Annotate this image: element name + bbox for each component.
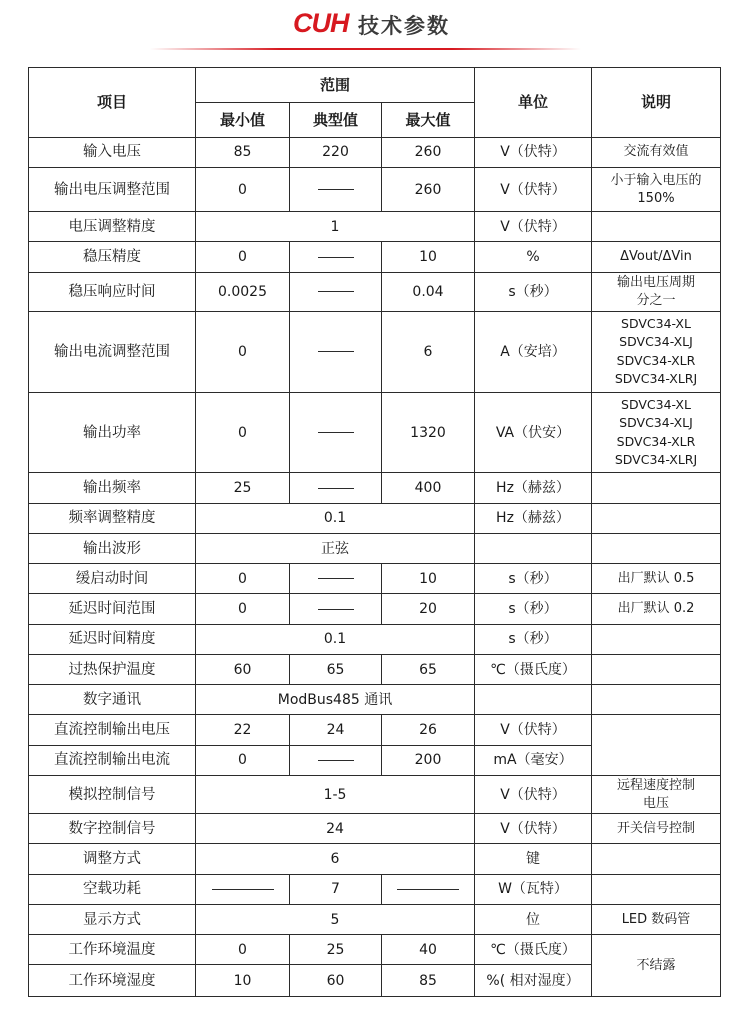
row-name: 缓启动时间 bbox=[29, 564, 196, 594]
cell-max: 85 bbox=[382, 965, 475, 997]
spec-table bbox=[28, 67, 721, 997]
row-name: 输入电压 bbox=[29, 137, 196, 167]
cell-desc bbox=[592, 473, 721, 503]
brand-logo: CUH bbox=[293, 8, 349, 38]
cell-desc: 出厂默认 0.2 bbox=[592, 594, 721, 624]
cell-min: 0 bbox=[196, 312, 290, 393]
cell-max: 200 bbox=[382, 745, 475, 775]
cell-unit: V（伏特） bbox=[475, 715, 592, 745]
table-row bbox=[29, 533, 721, 563]
cell-unit: %( 相对湿度） bbox=[475, 965, 592, 997]
row-name: 调整方式 bbox=[29, 844, 196, 874]
model-name: SDVC34-XLR bbox=[616, 433, 696, 449]
cell-max: 0.04 bbox=[382, 272, 475, 311]
cell-typical bbox=[290, 594, 382, 624]
row-name: 输出电压调整范围 bbox=[29, 167, 196, 211]
header-range: 范围 bbox=[196, 68, 475, 103]
cell-min: 60 bbox=[196, 654, 290, 684]
row-name: 频率调整精度 bbox=[29, 503, 196, 533]
model-name: SDVC34-XL bbox=[621, 315, 691, 331]
cell-max: 65 bbox=[382, 654, 475, 684]
row-name: 输出电流调整范围 bbox=[29, 312, 196, 393]
cell-desc bbox=[592, 775, 721, 813]
table-row bbox=[29, 312, 721, 393]
table-row bbox=[29, 935, 721, 965]
cell-unit: s（秒） bbox=[475, 594, 592, 624]
header-unit: 单位 bbox=[475, 68, 592, 138]
cell-desc bbox=[592, 167, 721, 211]
table-row bbox=[29, 904, 721, 934]
cell-desc bbox=[592, 715, 721, 776]
cell-min: 22 bbox=[196, 715, 290, 745]
model-name: SDVC34-XL bbox=[621, 396, 691, 412]
cell-value: 0.1 bbox=[196, 624, 475, 654]
table-row bbox=[29, 624, 721, 654]
dash-mark bbox=[397, 889, 459, 890]
cell-typical: 7 bbox=[290, 874, 382, 904]
cell-max: 10 bbox=[382, 242, 475, 272]
cell-unit: VA（伏安） bbox=[475, 392, 592, 473]
dash-mark bbox=[318, 291, 354, 292]
cell-value: 24 bbox=[196, 814, 475, 844]
table-row bbox=[29, 564, 721, 594]
row-name: 数字通讯 bbox=[29, 685, 196, 715]
cell-min bbox=[196, 874, 290, 904]
cell-max: 10 bbox=[382, 564, 475, 594]
cell-typical bbox=[290, 167, 382, 211]
table-row bbox=[29, 775, 721, 813]
table-row bbox=[29, 594, 721, 624]
cell-typical bbox=[290, 473, 382, 503]
cell-unit: ℃（摄氏度） bbox=[475, 935, 592, 965]
dash-mark bbox=[318, 351, 354, 352]
cell-desc bbox=[592, 624, 721, 654]
cell-min: 0 bbox=[196, 935, 290, 965]
cell-min: 0 bbox=[196, 242, 290, 272]
cell-min: 0 bbox=[196, 564, 290, 594]
table-row bbox=[29, 272, 721, 311]
table-row bbox=[29, 212, 721, 242]
title-underline bbox=[150, 48, 581, 50]
table-row bbox=[29, 715, 721, 745]
cell-max: 1320 bbox=[382, 392, 475, 473]
row-name: 直流控制输出电流 bbox=[29, 745, 196, 775]
row-name: 直流控制输出电压 bbox=[29, 715, 196, 745]
row-name: 工作环境湿度 bbox=[29, 965, 196, 997]
dash-mark bbox=[318, 257, 354, 258]
cell-value: 正弦 bbox=[196, 533, 475, 563]
model-name: SDVC34-XLR bbox=[616, 352, 696, 368]
cell-typical bbox=[290, 392, 382, 473]
cell-min: 85 bbox=[196, 137, 290, 167]
cell-unit: V（伏特） bbox=[475, 167, 592, 211]
cell-typical: 24 bbox=[290, 715, 382, 745]
cell-unit: ℃（摄氏度） bbox=[475, 654, 592, 684]
row-name: 延迟时间精度 bbox=[29, 624, 196, 654]
row-name: 电压调整精度 bbox=[29, 212, 196, 242]
cell-desc bbox=[592, 503, 721, 533]
cell-typical bbox=[290, 242, 382, 272]
cell-max: 20 bbox=[382, 594, 475, 624]
cell-value: 1-5 bbox=[196, 775, 475, 813]
dash-mark bbox=[318, 578, 354, 579]
cell-value: 5 bbox=[196, 904, 475, 934]
cell-max: 260 bbox=[382, 137, 475, 167]
cell-max bbox=[382, 874, 475, 904]
cell-min: 0 bbox=[196, 167, 290, 211]
table-row bbox=[29, 814, 721, 844]
cell-typical bbox=[290, 272, 382, 311]
cell-min: 0 bbox=[196, 594, 290, 624]
header-item: 项目 bbox=[29, 68, 196, 138]
dash-mark bbox=[318, 609, 354, 610]
desc-line: 小于输入电压的 bbox=[610, 172, 702, 188]
table-row bbox=[29, 654, 721, 684]
table-row bbox=[29, 167, 721, 211]
header-typical: 典型值 bbox=[290, 103, 382, 137]
cell-desc bbox=[592, 312, 721, 393]
cell-unit: 位 bbox=[475, 904, 592, 934]
cell-unit bbox=[475, 533, 592, 563]
row-name: 显示方式 bbox=[29, 904, 196, 934]
desc-line: 150% bbox=[637, 190, 675, 206]
cell-unit: 键 bbox=[475, 844, 592, 874]
table-row bbox=[29, 242, 721, 272]
row-name: 稳压响应时间 bbox=[29, 272, 196, 311]
table-row bbox=[29, 844, 721, 874]
row-name: 稳压精度 bbox=[29, 242, 196, 272]
desc-line: 远程速度控制 bbox=[616, 777, 695, 793]
cell-unit: A（安培） bbox=[475, 312, 592, 393]
cell-desc: 出厂默认 0.5 bbox=[592, 564, 721, 594]
row-name: 过热保护温度 bbox=[29, 654, 196, 684]
table-row bbox=[29, 137, 721, 167]
row-name: 输出波形 bbox=[29, 533, 196, 563]
row-name: 模拟控制信号 bbox=[29, 775, 196, 813]
model-name: SDVC34-XLJ bbox=[619, 415, 693, 431]
cell-value: 0.1 bbox=[196, 503, 475, 533]
cell-value: 6 bbox=[196, 844, 475, 874]
model-name: SDVC34-XLRJ bbox=[614, 371, 698, 387]
cell-min: 0 bbox=[196, 392, 290, 473]
row-name: 延迟时间范围 bbox=[29, 594, 196, 624]
cell-unit: mA（毫安） bbox=[475, 745, 592, 775]
header-max: 最大值 bbox=[382, 103, 475, 137]
cell-max: 260 bbox=[382, 167, 475, 211]
cell-desc bbox=[592, 874, 721, 904]
desc-line: 分之一 bbox=[636, 292, 676, 308]
row-name: 输出频率 bbox=[29, 473, 196, 503]
cell-unit: % bbox=[475, 242, 592, 272]
cell-unit: V（伏特） bbox=[475, 775, 592, 813]
model-name: SDVC34-XLRJ bbox=[614, 452, 698, 468]
cell-desc bbox=[592, 212, 721, 242]
cell-unit: Hz（赫兹） bbox=[475, 473, 592, 503]
cell-desc bbox=[592, 654, 721, 684]
cell-desc: 开关信号控制 bbox=[592, 814, 721, 844]
page-header bbox=[0, 0, 731, 58]
cell-desc bbox=[592, 685, 721, 715]
dash-mark bbox=[318, 432, 354, 433]
table-row bbox=[29, 685, 721, 715]
cell-unit: s（秒） bbox=[475, 564, 592, 594]
cell-value: ModBus485 通讯 bbox=[196, 685, 475, 715]
cell-max: 6 bbox=[382, 312, 475, 393]
cell-unit: s（秒） bbox=[475, 272, 592, 311]
table-row bbox=[29, 503, 721, 533]
header-min: 最小值 bbox=[196, 103, 290, 137]
cell-desc: ΔVout/ΔVin bbox=[592, 242, 721, 272]
cell-min: 25 bbox=[196, 473, 290, 503]
cell-value: 1 bbox=[196, 212, 475, 242]
dash-mark bbox=[318, 189, 354, 190]
cell-unit bbox=[475, 685, 592, 715]
cell-typical: 25 bbox=[290, 935, 382, 965]
dash-mark bbox=[318, 760, 354, 761]
cell-typical: 60 bbox=[290, 965, 382, 997]
table-row bbox=[29, 473, 721, 503]
cell-unit: W（瓦特） bbox=[475, 874, 592, 904]
cell-unit: V（伏特） bbox=[475, 212, 592, 242]
dash-mark bbox=[212, 889, 274, 890]
cell-unit: V（伏特） bbox=[475, 137, 592, 167]
cell-max: 40 bbox=[382, 935, 475, 965]
row-name: 空载功耗 bbox=[29, 874, 196, 904]
header-desc: 说明 bbox=[592, 68, 721, 138]
cell-desc: 不结露 bbox=[592, 935, 721, 997]
cell-desc bbox=[592, 392, 721, 473]
row-name: 数字控制信号 bbox=[29, 814, 196, 844]
cell-desc bbox=[592, 844, 721, 874]
page-title: 技术参数 bbox=[358, 14, 450, 38]
cell-min: 10 bbox=[196, 965, 290, 997]
cell-typical bbox=[290, 745, 382, 775]
cell-max: 400 bbox=[382, 473, 475, 503]
cell-desc bbox=[592, 272, 721, 311]
cell-unit: Hz（赫兹） bbox=[475, 503, 592, 533]
desc-line: 输出电压周期 bbox=[616, 274, 695, 290]
row-name: 输出功率 bbox=[29, 392, 196, 473]
cell-typical: 65 bbox=[290, 654, 382, 684]
row-name: 工作环境温度 bbox=[29, 935, 196, 965]
cell-min: 0 bbox=[196, 745, 290, 775]
cell-desc: LED 数码管 bbox=[592, 904, 721, 934]
cell-typical: 220 bbox=[290, 137, 382, 167]
cell-max: 26 bbox=[382, 715, 475, 745]
desc-line: 电压 bbox=[642, 795, 669, 811]
table-header-row bbox=[29, 68, 721, 103]
cell-typical bbox=[290, 312, 382, 393]
model-name: SDVC34-XLJ bbox=[619, 334, 693, 350]
cell-typical bbox=[290, 564, 382, 594]
cell-desc bbox=[592, 533, 721, 563]
table-row bbox=[29, 874, 721, 904]
cell-desc: 交流有效值 bbox=[592, 137, 721, 167]
cell-unit: V（伏特） bbox=[475, 814, 592, 844]
dash-mark bbox=[318, 488, 354, 489]
cell-min: 0.0025 bbox=[196, 272, 290, 311]
cell-unit: s（秒） bbox=[475, 624, 592, 654]
table-row bbox=[29, 392, 721, 473]
